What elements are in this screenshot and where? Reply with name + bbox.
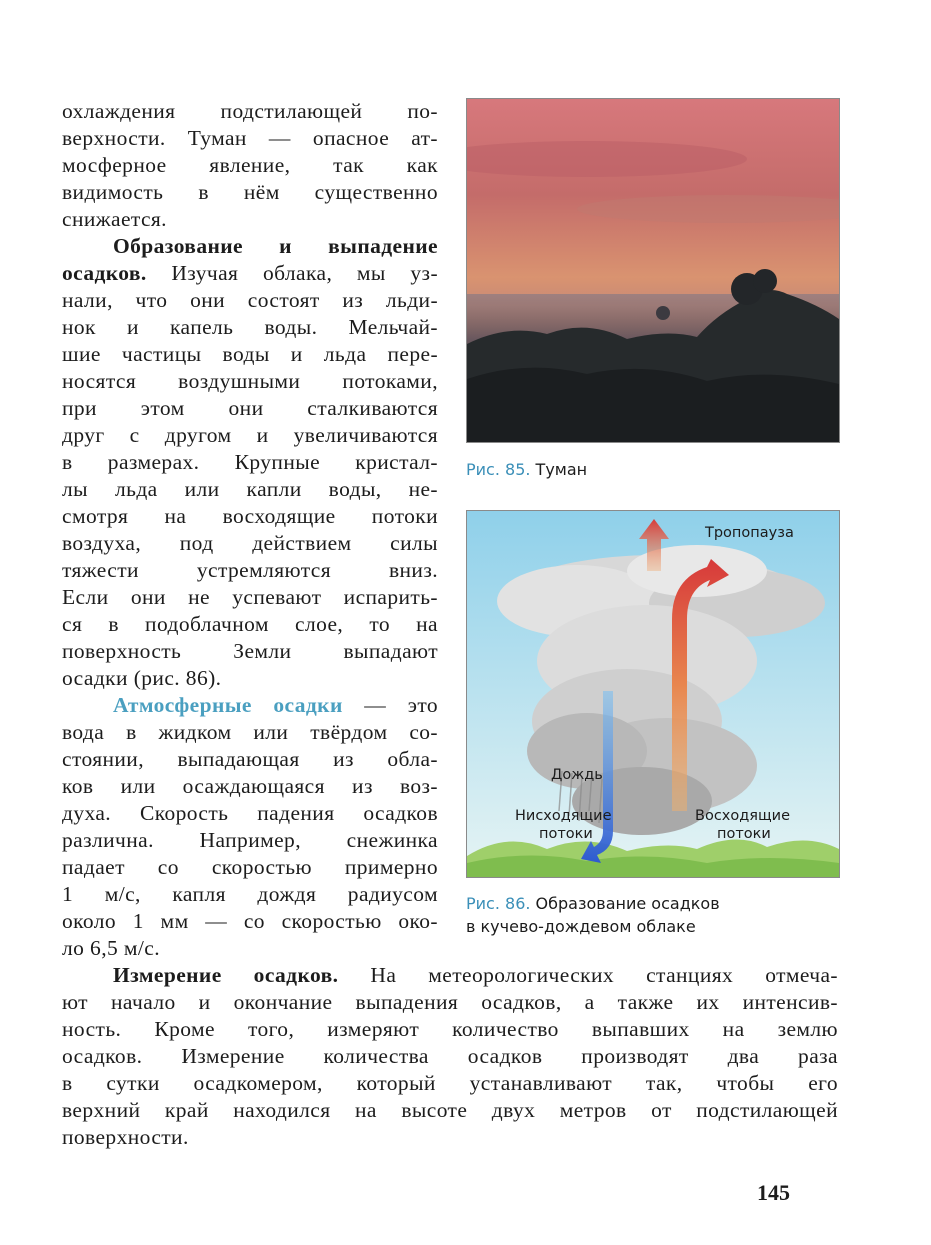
figure-caption xyxy=(466,892,720,916)
downdraft-label-1: Нисходящие xyxy=(515,808,612,824)
text-line: ют начало и окончание выпадения осадков, а также их интенсив- xyxy=(62,990,838,1014)
text-line xyxy=(62,962,838,989)
caption-text: Образование осадков xyxy=(530,894,720,913)
text-line: нок и капель воды. Мельчай- xyxy=(62,315,438,339)
text-line: поверхности. xyxy=(62,1125,189,1149)
text-line: духа. Скорость падения осадков xyxy=(62,801,438,825)
text-line: в сутки осадкомером, который устанавливают так, чтобы его xyxy=(62,1071,838,1095)
text-line: поверхность Земли выпадают xyxy=(62,639,438,663)
section-heading-end: осадков. xyxy=(62,261,147,285)
text-line: 1 м/с, капля дождя радиусом xyxy=(62,882,438,906)
text-line: осадки (рис. 86). xyxy=(62,666,222,690)
text-span: — это xyxy=(342,693,438,717)
text-span: На метеорологических станциях отмеча- xyxy=(338,963,838,987)
updraft-label-2: потоки xyxy=(717,826,771,842)
section-heading: Измерение осадков. xyxy=(113,963,339,987)
term-highlight: Атмосферные осадки xyxy=(113,693,343,717)
text-line xyxy=(62,260,438,287)
text-line: нали, что они состоят из льди- xyxy=(62,288,438,312)
text-line: ность. Кроме того, измеряют количество выпавших на землю xyxy=(62,1017,838,1041)
text-line: около 1 мм — со скоростью око- xyxy=(62,909,438,933)
tropopause-label: Тропопауза xyxy=(705,525,794,541)
cumulonimbus-diagram xyxy=(466,510,840,878)
text-line: верхности. Туман — опасное ат- xyxy=(62,126,438,150)
rain-label: Дождь xyxy=(551,767,603,783)
figure-caption xyxy=(466,458,587,482)
text-line: мосферное явление, так как xyxy=(62,153,438,177)
figure-label: Рис. 86. xyxy=(466,894,531,913)
text-line: различна. Например, снежинка xyxy=(62,828,438,852)
text-line: охлаждения подстилающей по- xyxy=(62,99,438,123)
text-line: падает со скоростью примерно xyxy=(62,855,438,879)
text-line: видимость в нём существенно xyxy=(62,180,438,204)
updraft-label-1: Восходящие xyxy=(695,808,790,824)
caption-text: Туман xyxy=(530,460,588,479)
text-line: Если они не успевают испарить- xyxy=(62,585,438,609)
text-line: ся в подоблачном слое, то на xyxy=(62,612,438,636)
figure-label: Рис. 85. xyxy=(466,460,531,479)
text-line: шие частицы воды и льда пере- xyxy=(62,342,438,366)
text-line: тяжести устремляются вниз. xyxy=(62,558,438,582)
text-span: Изучая облака, мы уз- xyxy=(146,261,438,285)
text-line: осадков. Измерение количества осадков производят два раза xyxy=(62,1044,838,1068)
downdraft-label-2: потоки xyxy=(539,826,593,842)
page-number: 145 xyxy=(757,1180,790,1205)
text-line: лы льда или капли воды, не- xyxy=(62,477,438,501)
text-line: ков или осаждающаяся из воз- xyxy=(62,774,438,798)
text-line: ло 6,5 м/с. xyxy=(62,936,161,960)
section-heading: Образование и выпадение xyxy=(113,234,438,258)
figure-caption-line2: в кучево-дождевом облаке xyxy=(466,917,696,936)
text-line: носятся воздушными потоками, xyxy=(62,369,438,393)
text-line: воздуха, под действием силы xyxy=(62,531,438,555)
text-line: в размерах. Крупные кристал- xyxy=(62,450,438,474)
text-line: смотря на восходящие потоки xyxy=(62,504,438,528)
text-line: стоянии, выпадающая из обла- xyxy=(62,747,438,771)
text-line: при этом они сталкиваются xyxy=(62,396,438,420)
text-line: друг с другом и увеличиваются xyxy=(62,423,438,447)
text-line: вода в жидком или твёрдом со- xyxy=(62,720,438,744)
text-line: снижается. xyxy=(62,207,167,231)
text-line: верхний край находился на высоте двух метров от подстилающей xyxy=(62,1098,838,1122)
text-line xyxy=(113,692,438,719)
fog-photo xyxy=(466,98,840,443)
